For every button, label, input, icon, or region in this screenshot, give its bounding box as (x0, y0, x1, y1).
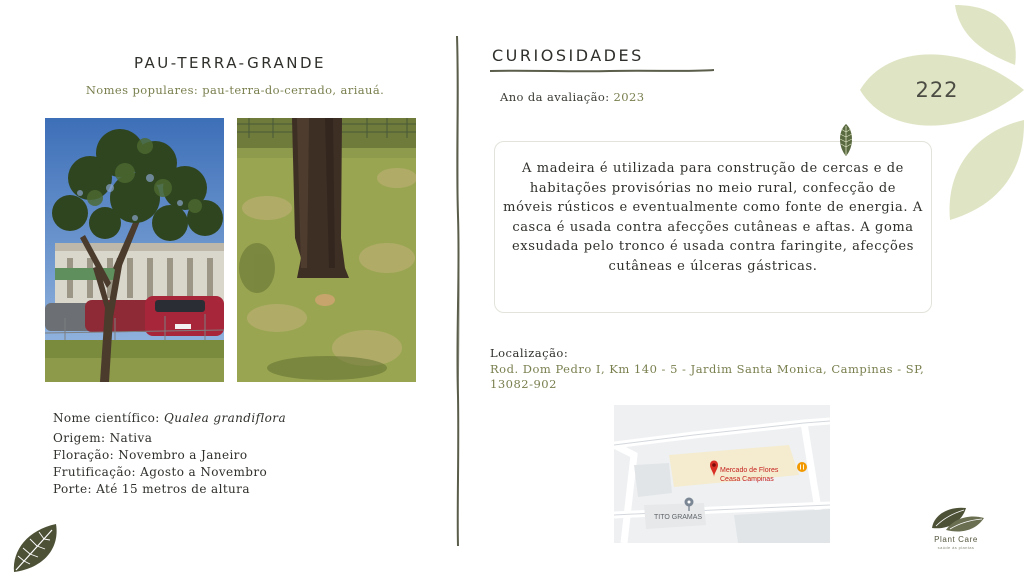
species-facts (53, 410, 286, 498)
location-map[interactable] (614, 405, 830, 543)
map-poi-secondary: TITO GRAMAS (654, 514, 703, 521)
tree-photo (45, 118, 224, 382)
fruiting: Frutificação: Agosto a Novembro (53, 465, 268, 479)
location-label: Localização: (490, 346, 569, 360)
leaf-icon (8, 520, 64, 576)
scientific-name (53, 410, 286, 427)
evaluation-year (500, 90, 644, 104)
scientific-name-label: Nome científico: (53, 411, 164, 425)
location-address[interactable]: Rod. Dom Pedro I, Km 140 - 5 - Jardim Santa Monica, Campinas - SP, 13082-902 (490, 362, 925, 391)
food-pin-icon (797, 462, 807, 472)
title-underline (490, 68, 714, 74)
curiosities-description: A madeira é utilizada para construção de cercas e de habitações provisórias no meio rural, confecção de móveis rústicos e eventualmente como fonte de energia. A casca é usada contra afecções cutâneas e aftas. A goma exsudada pelo tronco é usada contra faringite, afecções cutâneas e úlceras gástricas. (494, 141, 932, 313)
vertical-divider (452, 36, 464, 546)
curiosities-title: CURIOSIDADES (492, 46, 644, 65)
leaf-icon (837, 123, 855, 157)
brand-tagline: saúde às plantas (937, 545, 975, 550)
tree-size: Porte: Até 15 metros de altura (53, 482, 250, 496)
origin: Origem: Nativa (53, 431, 153, 445)
trunk-photo (237, 118, 416, 382)
evaluation-year-value: 2023 (613, 90, 645, 104)
flowering: Floração: Novembro a Janeiro (53, 448, 248, 462)
map-poi-main-line2: Ceasa Campinas (720, 476, 774, 483)
popular-names: Nomes populares: pau-terra-do-cerrado, ariauá. (85, 83, 385, 97)
scientific-name-value: Qualea grandiflora (163, 411, 286, 425)
brand-name: Plant Care (934, 535, 978, 544)
evaluation-year-label: Ano da avaliação: (500, 90, 614, 104)
decorative-leaves (860, 0, 1024, 230)
evaluation-number: 222 (915, 78, 959, 102)
map-poi-main-line1: Mercado de Flores (720, 467, 779, 474)
species-title: PAU-TERRA-GRANDE (133, 54, 327, 72)
